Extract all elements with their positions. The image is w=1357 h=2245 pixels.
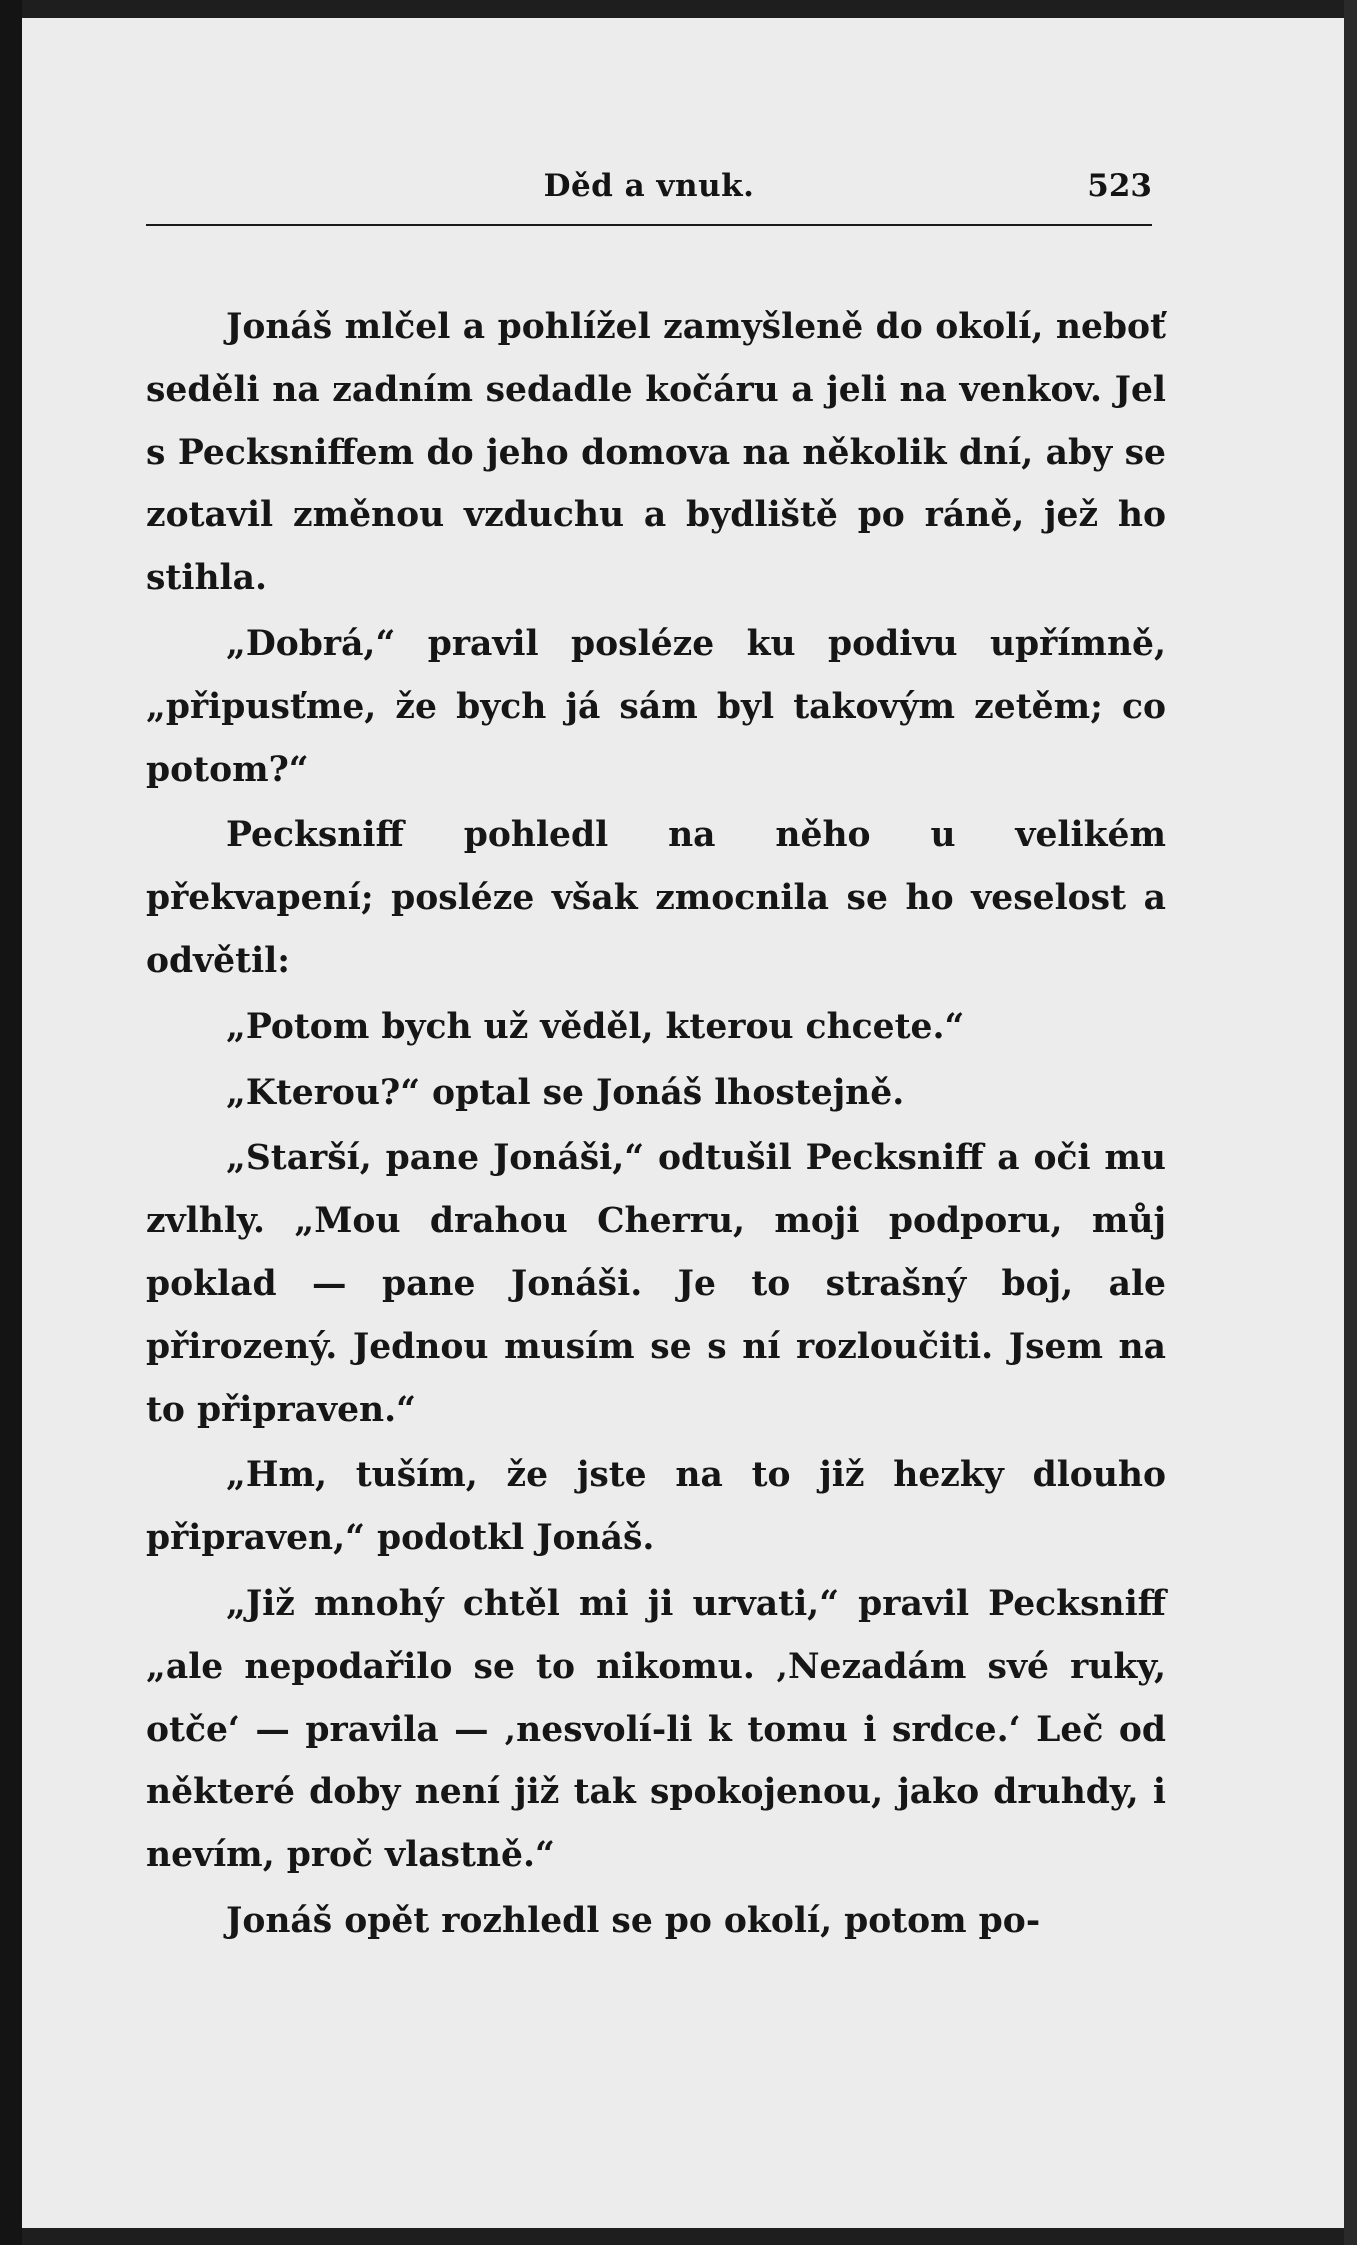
scan-right-edge (1344, 0, 1357, 2245)
page-number: 523 (1087, 168, 1152, 204)
paragraph: „Dobrá,“ pravil posléze ku podivu upřímně, „připusťme, že bych já sám byl takovým zetěm; co potom?“ (146, 623, 1166, 790)
running-title: Děd a vnuk. (543, 168, 755, 204)
paragraph: Jonáš opět rozhledl se po okolí, potom po- (226, 1900, 1041, 1941)
page-header (146, 168, 1152, 218)
paragraph: „Starší, pane Jonáši,“ odtušil Pecksniff a oči mu zvlhly. „Mou drahou Cherru, moji podporu, můj poklad — pane Jonáši. Je to strašný boj, ale přirozený. Jednou musím se s ní rozloučiti. Jsem na to připraven.“ (146, 1138, 1166, 1430)
scan-left-edge (0, 0, 22, 2245)
body-text (146, 296, 1166, 1953)
paragraph: Jonáš mlčel a pohlížel zamyšleně do okolí, neboť seděli na zadním sedadle kočáru a jeli na venkov. Jel s Pecksniffem do jeho domova na několik dní, aby se zotavil změnou vzduchu a bydliště po ráně, jež ho stihla. (146, 307, 1166, 599)
paragraph: Pecksniff pohledl na něho u velikém překvapení; posléze však zmocnila se ho veselost a odvětil: (146, 815, 1166, 981)
paragraph: „Hm, tuším, že jste na to již hezky dlouho připraven,“ podotkl Jonáš. (146, 1455, 1166, 1559)
paragraph: „Potom bych už věděl, kterou chcete.“ (226, 1006, 965, 1047)
paragraph: „Kterou?“ optal se Jonáš lhostejně. (226, 1072, 905, 1113)
paragraph: „Již mnohý chtěl mi ji urvati,“ pravil Pecksniff „ale nepodařilo se to nikomu. ‚Nezadám své ruky, otče‘ — pravila — ‚nesvolí-li k tomu i srdce.‘ Leč od některé doby není již tak spokojenou, jako druhdy, i nevím, proč vlastně.“ (146, 1583, 1166, 1876)
header-rule (146, 224, 1152, 226)
